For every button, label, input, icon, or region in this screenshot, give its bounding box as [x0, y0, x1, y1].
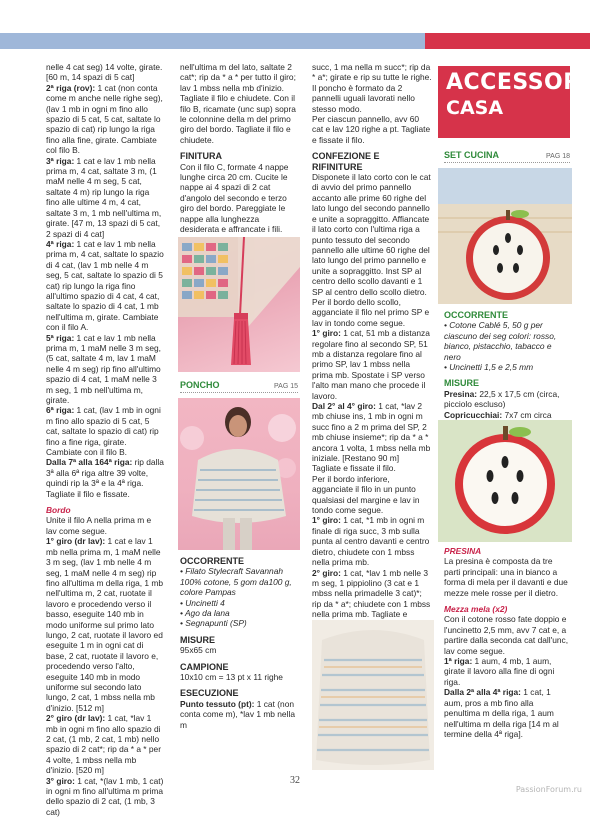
column-3	[312, 62, 432, 630]
row-label: 6ª riga:	[46, 405, 75, 416]
top-color-bar-blue	[0, 33, 425, 49]
heading-occorrente: OCCORRENTE	[444, 310, 509, 320]
watermark: PassionForum.ru	[515, 785, 582, 794]
paragraph: 1 cat, 51 mb a distanza regolare fino al secondo SP, 51 mb a distanza regolare fino al primo SP, lav 1 mbss nella prima mb. Spostate i SP verso l'alto man mano che procede il lavoro.	[312, 328, 430, 401]
paragraph: Disponete il lato corto con le cat di avvio del primo pannello accanto alle prime 60 righe del lato lungo del secondo pannello e unite a sopraggitto. Affiancate il lato corto con l'ultima riga a punto tessuto del secondo pannello alle ultime 60 righe del lato lungo del primo pannello e unite a sopraggitto. Inst SP al centro dello scollo davanti e 1 SP al centro dello scollo dietro.	[312, 172, 431, 297]
material-item: • Uncinetti 1,5 e 2,5 mm	[444, 362, 534, 373]
section-heading-presina: PRESINA	[444, 546, 482, 556]
row-label: Punto tessuto (pt):	[180, 698, 255, 709]
poncho-header	[180, 380, 298, 397]
badge-title: ACCESSORI	[446, 70, 590, 95]
paragraph: Con il cotone rosso fate doppio e l'uncinetto 2,5 mm, avv 7 cat e, a partire dalla seconda cat dall'unc, lav come segue.	[444, 614, 569, 656]
paragraph: 10x10 cm = 13 pt x 11 righe	[180, 672, 283, 683]
section-badge	[438, 66, 590, 138]
paragraph: Tagliate e fissate il filo.	[312, 463, 396, 474]
paragraph: Per il bordo dello scollo, agganciate il filo nel primo SP e lav in tondo come segue.	[312, 296, 430, 328]
apple-potholder-illustration-2	[438, 420, 572, 542]
material-item: • Segnapunti (SP)	[180, 618, 247, 629]
poncho-materials	[180, 556, 298, 730]
row-label: 1° giro:	[312, 515, 341, 526]
row-label: Dalla 2ª alla 4ª riga:	[444, 687, 521, 698]
paragraph: 1 cat e lav 1 mb nella prima m, 4 cat, saltate lo spazio di 4 cat, (lav 1 mb nelle 4 m seg, 5 cat, saltate lo spazio di 5 cat) rip lungo la riga fino all'ultimo spazio di 4 cat, 4 cat, saltate lo spazio di 4 cat, 1 mb nell'ultima m, girate. Cambiate con il filo A.	[46, 238, 164, 333]
paragraph: Per ciascun pannello, avv 60 cat e lav 120 righe a pt. Tagliate e fissate il filo.	[312, 114, 431, 145]
heading-finitura: FINITURA	[180, 151, 222, 162]
row-label: 2° giro:	[312, 567, 341, 578]
heading-misure: MISURE	[180, 634, 216, 645]
paragraph: 95x65 cm	[180, 645, 217, 656]
paragraph: Per il bordo inferiore, agganciate il filo in un punto qualsiasi del margine e lav in tondo come segue.	[312, 473, 420, 516]
row-label: Dalla 7ª alla 164ª riga:	[46, 457, 133, 468]
poncho-title: PONCHO	[180, 380, 220, 390]
paragraph: succ, 1 ma nella m succ*; rip da * a*; girate e rip su tutte le righe.	[312, 62, 432, 83]
row-label: 1° giro (dr lav):	[46, 536, 106, 547]
row-label: 5ª riga:	[46, 332, 75, 343]
poncho-model-photo	[178, 398, 300, 550]
column-2	[180, 62, 298, 235]
paragraph: 1 cat e lav 1 mb nella prima m, 1 maM nelle 3 m seg, (lav 1 mb nelle 4 m seg, 1 maM nelle 4 m seg) rip fino all'ultima m della riga, 1 mb nell'ultima m, 2 cat, ruotate il lavoro e procedendo verso il basso, eseguite 140 mb in modo uniforme sul primo lato lungo, 2 cat, ruotate il lavoro ed eseguite 1 m in ogni cat di base, 2 cat, ruotate il lavoro e, procedendo verso l'alto, eseguite 140 mb in modo uniforme sul secondo lato lungo, 2 cat, 1 mbss nella mb d'inizio. [512 m]	[46, 536, 164, 713]
row-label: 1ª riga:	[444, 656, 473, 667]
heading-confezione: CONFEZIONE E RIFINITURE	[312, 151, 380, 172]
row-label: 4ª riga:	[46, 238, 75, 249]
paragraph: 1 cat (non conta come m anche nelle righe seg), (lav 1 mb in ogni m fino allo spazio di 5 cat, 5 cat, saltate lo spazio di cat) rip lungo la riga fino alla fine, girate. Cambiate col filo B.	[46, 82, 163, 156]
paragraph: Unite il filo A nella prima m e lav come segue.	[46, 515, 152, 536]
material-item: • Cotone Cablé 5, 50 g per ciascuno dei seg colori: rosso, bianco, pistacchio, tabacco e nero	[444, 320, 557, 362]
column-1	[46, 62, 164, 817]
row-label: 2ª riga (rov):	[46, 82, 96, 93]
material-item: • Uncinetti 4	[180, 597, 225, 608]
set-cucina-page-ref: PAG 18	[546, 153, 570, 160]
paragraph: 1 cat, *lav 1 mb in ogni m fino allo spazio di 2 cat, (1 mb, 2 cat, 1 mb) nello spazio di 2 cat*; rip da * a * per 4 volte, 1 mbss nella mb d'inizio. [520 m]	[46, 713, 161, 776]
paragraph: 1 cat, *(lav 1 mb, 1 cat) in ogni m fino all'ultima m prima dello spazio di 2 cat, (1 mb, 3 cat)	[46, 775, 164, 817]
row-label: 1° giro:	[312, 328, 341, 339]
material-item: • Filato Stylecraft Savannah 100% cotone, 5 gom da100 g, colore Pampas	[180, 566, 292, 598]
page-number: 32	[290, 775, 300, 786]
heading-esecuzione: ESECUZIONE	[180, 688, 239, 699]
apple-potholder-photo-1	[438, 168, 572, 304]
set-cucina-header	[444, 150, 570, 167]
poncho-illustration	[178, 398, 300, 550]
poncho-page-ref: PAG 15	[274, 383, 298, 390]
paragraph: 1 cat, *lav 1 mb nelle 3 m seg, 1 pippiolino (3 cat e 1 mbss nella primadelle 3 cat)*; rip da * a*; chiudete con 1 mbss nella prima mb. Tagliate e	[312, 567, 431, 620]
tassel-blanket-photo	[178, 237, 300, 372]
set-cucina-materials	[444, 310, 570, 436]
heading-campione: CAMPIONE	[180, 661, 229, 672]
paragraph: nelle 4 cat seg) 14 volte, girate. [60 m, 14 spazi di 5 cat]	[46, 62, 163, 83]
presina-instructions	[444, 546, 570, 739]
row-label: 2° giro (dr lav):	[46, 713, 106, 724]
paragraph: 1 cat, *lav 2 mb chiuse ins, 1 mb in ogni m succ fino a 2 m prima del SP, 2 mb chiuse insieme*; rip da * a * ancora 1 volta, 1 mbss nella mb iniziale. [Restano 90 m]	[312, 401, 431, 464]
paragraph: 1 cat, 1 aum, pros a mb fino alla penultima m della riga, 1 aum nell'ultima m della riga [14 m al termine della 4ª riga].	[444, 687, 559, 739]
paragraph: La presina è composta da tre parti principali: una in bianco a forma di mela per il davanti e due mezze mele rosse per il dietro.	[444, 556, 568, 598]
paragraph: 1 cat (non conta come m), *lav 1 mb nella m	[180, 698, 295, 730]
paragraph: 1 cat e lav 1 mb nella prima m, 1 maM nelle 3 m seg, (5 cat, saltate 4 m, lav 1 maM nelle 4 m seg) rip fino all'ultimo spazio di 4 cat, 1 maM nelle 3 m seg, 1 mb nell'ultima m, girate.	[46, 332, 161, 405]
paragraph: rip dalla 3ª alla 6ª riga altre 39 volte, quindi rip la 3ª e la 4ª riga. Tagliate il filo e fissate.	[46, 457, 164, 499]
paragraph: nell'ultima m del lato, saltate 2 cat*; rip da * a * per tutto il giro; lav 1 mbss nella mb d'inizio. Tagliate il filo e chiudete. Con il filo B, ricamate (unc sup) sopra le colonnine della m del primo giro del bordo. Tagliate il filo e chiudete.	[180, 62, 296, 145]
top-color-bar-red	[425, 33, 590, 49]
row-label: Presina:	[444, 388, 478, 399]
paragraph: 1 aum, 4 mb, 1 aum, girate il lavoro alla fine di ogni riga.	[444, 656, 555, 687]
heading-misure: MISURE	[444, 378, 480, 389]
paragraph: Il poncho è formato da 2 pannelli uguali lavorati nello stesso modo.	[312, 82, 415, 114]
paragraph: 1 cat, (lav 1 mb in ogni m fino allo spazio di 5 cat, 5 cat, saltate lo spazio di cat) rip fino a fine riga, girate. Cambiate con il filo B.	[46, 405, 161, 458]
paragraph: 1 cat e lav 1 mb nella prima m, 4 cat, saltate 3 m, (1 maM nelle 4 m seg, 5 cat, saltate 4 m) rip lungo la riga fino alle ultime 4 m, 4 cat, saltate 3 m, 1 mb nell'ultima m, girate. [47 m, 13 spazi di 5 cat, 2 spazi di 4 cat]	[46, 155, 162, 239]
badge-subtitle: CASA	[446, 97, 504, 119]
apple-potholder-illustration-1	[438, 168, 572, 304]
row-label: Dal 2° al 4° giro:	[312, 401, 376, 411]
section-heading-bordo: Bordo	[46, 505, 71, 516]
row-label: Copricucchiai:	[444, 409, 503, 420]
set-cucina-title: SET CUCINA	[444, 150, 500, 160]
section-heading-mezza-mela: Mezza mela (x2)	[444, 604, 508, 615]
blanket-illustration	[178, 237, 300, 372]
apple-potholder-photo-2	[438, 420, 572, 542]
poncho-back-illustration	[312, 620, 434, 770]
poncho-back-photo	[312, 620, 434, 770]
material-item: • Ago da lana	[180, 608, 230, 619]
paragraph: 22,5 x 17,5 cm (circa, picciolo escluso)	[444, 388, 560, 410]
row-label: 3° giro:	[46, 775, 75, 786]
row-label: 3ª riga:	[46, 155, 75, 166]
paragraph: Con il filo C, formate 4 nappe lunghe circa 20 cm. Cucite le nappe ai 4 spazi di 2 cat d'angolo del secondo e terzo giro del bordo. Pareggiate le nappe alla lunghezza desiderata e affrancate i fili.	[180, 161, 289, 235]
paragraph: 1 cat, *1 mb in ogni m finale di riga succ, 3 mb sulla punta al centro davanti e centro dietro, chiudete con 1 mbss nella prima mb.	[312, 515, 430, 568]
heading-occorrente: OCCORRENTE	[180, 556, 245, 566]
paragraph: 7x7 cm circa	[502, 409, 552, 420]
